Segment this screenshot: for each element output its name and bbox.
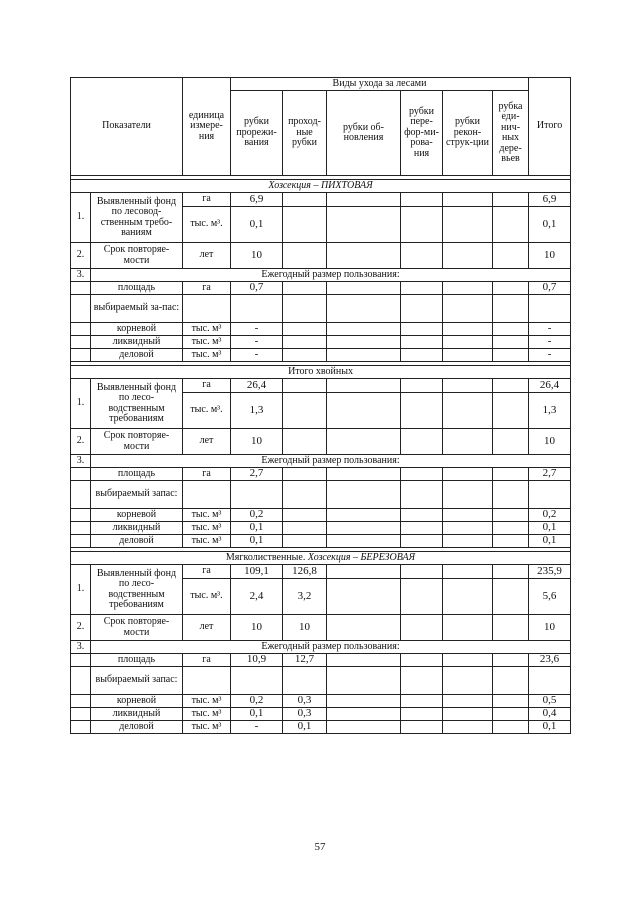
- empty-cell: [283, 481, 327, 509]
- value-cell: [401, 579, 443, 615]
- value-cell: [327, 509, 401, 522]
- value-cell: [493, 207, 529, 243]
- section-title-row: [71, 366, 571, 379]
- value-cell: 0,2: [231, 509, 283, 522]
- unit-cell: тыс. м³.: [183, 207, 231, 243]
- value-cell: [401, 721, 443, 734]
- total-cell: 23,6: [529, 654, 571, 667]
- empty-cell: [71, 522, 91, 535]
- unit-cell: тыс. м³: [183, 323, 231, 336]
- header-col: рубки пере-фор-ми-рова-ния: [401, 91, 443, 176]
- stock-label: выбираемый запас:: [91, 481, 183, 509]
- fund-label: Выявленный фонд по лесовод-ственным требо-ваниям: [91, 193, 183, 243]
- stock-row: [71, 535, 571, 548]
- header-col: рубки прорежи-вания: [231, 91, 283, 176]
- value-cell: [401, 695, 443, 708]
- empty-cell: [401, 295, 443, 323]
- stock-label: выбираемый запас:: [91, 667, 183, 695]
- empty-cell: [71, 468, 91, 481]
- value-cell: [283, 193, 327, 207]
- value-cell: [327, 336, 401, 349]
- empty-cell: [231, 295, 283, 323]
- empty-cell: [71, 695, 91, 708]
- total-cell: 0,2: [529, 509, 571, 522]
- section-title: [71, 552, 571, 565]
- unit-cell: лет: [183, 243, 231, 269]
- value-cell: 6,9: [231, 193, 283, 207]
- stock-row: [71, 695, 571, 708]
- empty-cell: [71, 481, 91, 509]
- header-indicators: Показатели: [71, 78, 183, 176]
- section-title-italic: Хозсекция – ПИХТОВАЯ: [268, 179, 373, 191]
- empty-cell: [71, 667, 91, 695]
- row-number: 1.: [71, 193, 91, 243]
- value-cell: [443, 579, 493, 615]
- value-cell: [493, 429, 529, 455]
- fund-row-ha: [71, 193, 571, 207]
- empty-cell: [183, 295, 231, 323]
- value-cell: [443, 615, 493, 641]
- unit-cell: тыс. м³: [183, 509, 231, 522]
- value-cell: [493, 509, 529, 522]
- value-cell: [493, 336, 529, 349]
- value-cell: 3,2: [283, 579, 327, 615]
- fund-label: Выявленный фонд по лесо-водственным требованиям: [91, 379, 183, 429]
- value-cell: [327, 282, 401, 295]
- stock-type-label: ликвидный: [91, 708, 183, 721]
- row-number: 3.: [71, 455, 91, 468]
- value-cell: 10: [283, 615, 327, 641]
- empty-cell: [71, 654, 91, 667]
- unit-cell: тыс. м³.: [183, 579, 231, 615]
- forest-care-table: [70, 77, 571, 734]
- row-number: 3.: [71, 269, 91, 282]
- header-col: рубка еди-нич-ных дере-вьев: [493, 91, 529, 176]
- value-cell: [401, 207, 443, 243]
- section-title-row: [71, 552, 571, 565]
- row-number: 1.: [71, 379, 91, 429]
- value-cell: [401, 565, 443, 579]
- value-cell: [493, 193, 529, 207]
- value-cell: [401, 393, 443, 429]
- unit-cell: тыс. м³: [183, 721, 231, 734]
- value-cell: [493, 721, 529, 734]
- fund-label: Выявленный фонд по лесо-водственным требованиям: [91, 565, 183, 615]
- value-cell: [443, 535, 493, 548]
- value-cell: [443, 565, 493, 579]
- value-cell: -: [231, 349, 283, 362]
- area-label: площадь: [91, 468, 183, 481]
- value-cell: 10,9: [231, 654, 283, 667]
- value-cell: [401, 522, 443, 535]
- value-cell: [327, 468, 401, 481]
- empty-cell: [71, 708, 91, 721]
- value-cell: [327, 721, 401, 734]
- stock-row: [71, 349, 571, 362]
- value-cell: [401, 282, 443, 295]
- row-number: 2.: [71, 615, 91, 641]
- value-cell: [493, 708, 529, 721]
- value-cell: [283, 207, 327, 243]
- value-cell: 0,3: [283, 695, 327, 708]
- empty-cell: [71, 721, 91, 734]
- annual-label: Ежегодный размер пользования:: [91, 641, 571, 654]
- value-cell: [401, 336, 443, 349]
- stock-label-row: [71, 295, 571, 323]
- stock-type-label: ликвидный: [91, 336, 183, 349]
- value-cell: [443, 336, 493, 349]
- value-cell: [493, 349, 529, 362]
- value-cell: [443, 429, 493, 455]
- value-cell: [283, 349, 327, 362]
- value-cell: [401, 468, 443, 481]
- value-cell: [443, 349, 493, 362]
- value-cell: [443, 393, 493, 429]
- value-cell: [493, 243, 529, 269]
- value-cell: [283, 429, 327, 455]
- value-cell: [283, 509, 327, 522]
- annual-header-row: [71, 269, 571, 282]
- unit-cell: га: [183, 565, 231, 579]
- value-cell: 0,2: [231, 695, 283, 708]
- stock-type-label: деловой: [91, 535, 183, 548]
- total-cell: 0,1: [529, 721, 571, 734]
- value-cell: [327, 615, 401, 641]
- value-cell: [493, 393, 529, 429]
- empty-cell: [71, 336, 91, 349]
- area-label: площадь: [91, 282, 183, 295]
- value-cell: 0,1: [231, 708, 283, 721]
- empty-cell: [327, 667, 401, 695]
- unit-cell: тыс. м³: [183, 695, 231, 708]
- unit-cell: тыс. м³: [183, 535, 231, 548]
- value-cell: [401, 654, 443, 667]
- value-cell: 2,7: [231, 468, 283, 481]
- value-cell: [327, 243, 401, 269]
- value-cell: [327, 429, 401, 455]
- value-cell: [401, 323, 443, 336]
- stock-row: [71, 522, 571, 535]
- value-cell: [493, 565, 529, 579]
- stock-row: [71, 721, 571, 734]
- header-care-types: Виды ухода за лесами: [231, 78, 529, 91]
- section-title: [71, 366, 571, 379]
- area-row: [71, 468, 571, 481]
- value-cell: [327, 695, 401, 708]
- stock-label-row: [71, 481, 571, 509]
- value-cell: 2,4: [231, 579, 283, 615]
- value-cell: [493, 468, 529, 481]
- total-cell: 5,6: [529, 579, 571, 615]
- value-cell: [327, 654, 401, 667]
- stock-label-row: [71, 667, 571, 695]
- period-row: [71, 615, 571, 641]
- value-cell: [443, 468, 493, 481]
- value-cell: [327, 349, 401, 362]
- value-cell: 0,1: [283, 721, 327, 734]
- value-cell: -: [231, 336, 283, 349]
- value-cell: [401, 509, 443, 522]
- value-cell: [283, 243, 327, 269]
- value-cell: [401, 243, 443, 269]
- total-cell: 26,4: [529, 379, 571, 393]
- section-title: [71, 180, 571, 193]
- unit-cell: га: [183, 468, 231, 481]
- annual-header-row: [71, 455, 571, 468]
- empty-cell: [283, 295, 327, 323]
- unit-cell: тыс. м³: [183, 336, 231, 349]
- value-cell: 0,1: [231, 522, 283, 535]
- value-cell: [327, 565, 401, 579]
- stock-row: [71, 323, 571, 336]
- value-cell: [283, 393, 327, 429]
- value-cell: [493, 282, 529, 295]
- page-number: 57: [314, 841, 326, 853]
- stock-type-label: деловой: [91, 349, 183, 362]
- value-cell: [283, 282, 327, 295]
- total-cell: 0,4: [529, 708, 571, 721]
- empty-cell: [183, 667, 231, 695]
- fund-row-ha: [71, 379, 571, 393]
- empty-cell: [529, 667, 571, 695]
- unit-cell: га: [183, 654, 231, 667]
- period-label: Срок повторяе-мости: [91, 615, 183, 641]
- section-title-plain: Мягколиственные.: [225, 551, 308, 563]
- section-title-italic: Хозсекция – БЕРЕЗОВАЯ: [307, 551, 416, 563]
- total-cell: -: [529, 323, 571, 336]
- empty-cell: [529, 481, 571, 509]
- value-cell: [443, 379, 493, 393]
- total-cell: -: [529, 349, 571, 362]
- header-col: рубки рекон-струк-ции: [443, 91, 493, 176]
- row-number: 2.: [71, 243, 91, 269]
- section-title-plain: Итого хвойных: [288, 365, 353, 377]
- value-cell: [493, 522, 529, 535]
- total-cell: 10: [529, 243, 571, 269]
- value-cell: [443, 654, 493, 667]
- value-cell: [327, 579, 401, 615]
- unit-cell: тыс. м³: [183, 522, 231, 535]
- empty-cell: [493, 481, 529, 509]
- value-cell: [327, 535, 401, 548]
- value-cell: [493, 654, 529, 667]
- total-cell: 10: [529, 429, 571, 455]
- value-cell: 26,4: [231, 379, 283, 393]
- value-cell: [401, 535, 443, 548]
- unit-cell: га: [183, 282, 231, 295]
- empty-cell: [71, 509, 91, 522]
- total-cell: 0,1: [529, 522, 571, 535]
- value-cell: [283, 323, 327, 336]
- value-cell: -: [231, 323, 283, 336]
- value-cell: [443, 207, 493, 243]
- header-col: рубки об-новления: [327, 91, 401, 176]
- header-total: Итого: [529, 78, 571, 176]
- value-cell: [283, 379, 327, 393]
- value-cell: [327, 193, 401, 207]
- value-cell: [327, 522, 401, 535]
- value-cell: [493, 695, 529, 708]
- value-cell: 10: [231, 429, 283, 455]
- value-cell: [493, 535, 529, 548]
- stock-row: [71, 336, 571, 349]
- section-title-row: [71, 180, 571, 193]
- empty-cell: [71, 282, 91, 295]
- period-row: [71, 429, 571, 455]
- value-cell: [327, 207, 401, 243]
- value-cell: [443, 282, 493, 295]
- value-cell: [443, 695, 493, 708]
- row-number: 1.: [71, 565, 91, 615]
- unit-cell: га: [183, 379, 231, 393]
- value-cell: 10: [231, 243, 283, 269]
- empty-cell: [71, 349, 91, 362]
- value-cell: -: [231, 721, 283, 734]
- empty-cell: [183, 481, 231, 509]
- period-row: [71, 243, 571, 269]
- value-cell: [327, 379, 401, 393]
- row-number: 3.: [71, 641, 91, 654]
- value-cell: [327, 708, 401, 721]
- value-cell: 0,3: [283, 708, 327, 721]
- value-cell: [493, 579, 529, 615]
- empty-cell: [71, 535, 91, 548]
- value-cell: [283, 535, 327, 548]
- total-cell: 2,7: [529, 468, 571, 481]
- empty-cell: [231, 667, 283, 695]
- empty-cell: [493, 667, 529, 695]
- area-row: [71, 282, 571, 295]
- period-label: Срок повторяе-мости: [91, 429, 183, 455]
- stock-type-label: корневой: [91, 323, 183, 336]
- stock-type-label: корневой: [91, 509, 183, 522]
- fund-row-ha: [71, 565, 571, 579]
- unit-cell: лет: [183, 429, 231, 455]
- stock-type-label: ликвидный: [91, 522, 183, 535]
- total-cell: 0,5: [529, 695, 571, 708]
- value-cell: [401, 379, 443, 393]
- empty-cell: [493, 295, 529, 323]
- total-cell: 0,1: [529, 207, 571, 243]
- period-label: Срок повторяе-мости: [91, 243, 183, 269]
- value-cell: [327, 323, 401, 336]
- empty-cell: [231, 481, 283, 509]
- total-cell: 0,1: [529, 535, 571, 548]
- total-cell: 6,9: [529, 193, 571, 207]
- empty-cell: [443, 667, 493, 695]
- stock-type-label: деловой: [91, 721, 183, 734]
- annual-header-row: [71, 641, 571, 654]
- value-cell: 0,1: [231, 535, 283, 548]
- unit-cell: лет: [183, 615, 231, 641]
- stock-row: [71, 708, 571, 721]
- header-unit: единица измере-ния: [183, 78, 231, 176]
- value-cell: [401, 708, 443, 721]
- annual-label: Ежегодный размер пользования:: [91, 269, 571, 282]
- value-cell: [401, 349, 443, 362]
- empty-cell: [71, 323, 91, 336]
- empty-cell: [529, 295, 571, 323]
- value-cell: [401, 615, 443, 641]
- value-cell: [443, 708, 493, 721]
- stock-type-label: корневой: [91, 695, 183, 708]
- total-cell: 235,9: [529, 565, 571, 579]
- value-cell: [283, 468, 327, 481]
- header-col: проход-ные рубки: [283, 91, 327, 176]
- value-cell: [493, 615, 529, 641]
- unit-cell: га: [183, 193, 231, 207]
- value-cell: [443, 193, 493, 207]
- empty-cell: [443, 481, 493, 509]
- total-cell: 1,3: [529, 393, 571, 429]
- area-label: площадь: [91, 654, 183, 667]
- value-cell: [283, 522, 327, 535]
- unit-cell: тыс. м³: [183, 708, 231, 721]
- header-row-1: [71, 78, 571, 91]
- value-cell: [443, 243, 493, 269]
- stock-row: [71, 509, 571, 522]
- value-cell: [493, 323, 529, 336]
- value-cell: [443, 323, 493, 336]
- empty-cell: [443, 295, 493, 323]
- value-cell: 126,8: [283, 565, 327, 579]
- value-cell: [401, 193, 443, 207]
- value-cell: 1,3: [231, 393, 283, 429]
- value-cell: 0,1: [231, 207, 283, 243]
- empty-cell: [401, 481, 443, 509]
- total-cell: -: [529, 336, 571, 349]
- value-cell: [283, 336, 327, 349]
- total-cell: 0,7: [529, 282, 571, 295]
- value-cell: [493, 379, 529, 393]
- value-cell: 0,7: [231, 282, 283, 295]
- empty-cell: [327, 481, 401, 509]
- value-cell: [443, 509, 493, 522]
- annual-label: Ежегодный размер пользования:: [91, 455, 571, 468]
- value-cell: [327, 393, 401, 429]
- value-cell: 109,1: [231, 565, 283, 579]
- value-cell: [443, 522, 493, 535]
- value-cell: 10: [231, 615, 283, 641]
- value-cell: [401, 429, 443, 455]
- empty-cell: [401, 667, 443, 695]
- row-number: 2.: [71, 429, 91, 455]
- stock-label: выбираемый за-пас:: [91, 295, 183, 323]
- value-cell: [443, 721, 493, 734]
- empty-cell: [283, 667, 327, 695]
- empty-cell: [327, 295, 401, 323]
- value-cell: 12,7: [283, 654, 327, 667]
- empty-cell: [71, 295, 91, 323]
- unit-cell: тыс. м³: [183, 349, 231, 362]
- unit-cell: тыс. м³.: [183, 393, 231, 429]
- area-row: [71, 654, 571, 667]
- total-cell: 10: [529, 615, 571, 641]
